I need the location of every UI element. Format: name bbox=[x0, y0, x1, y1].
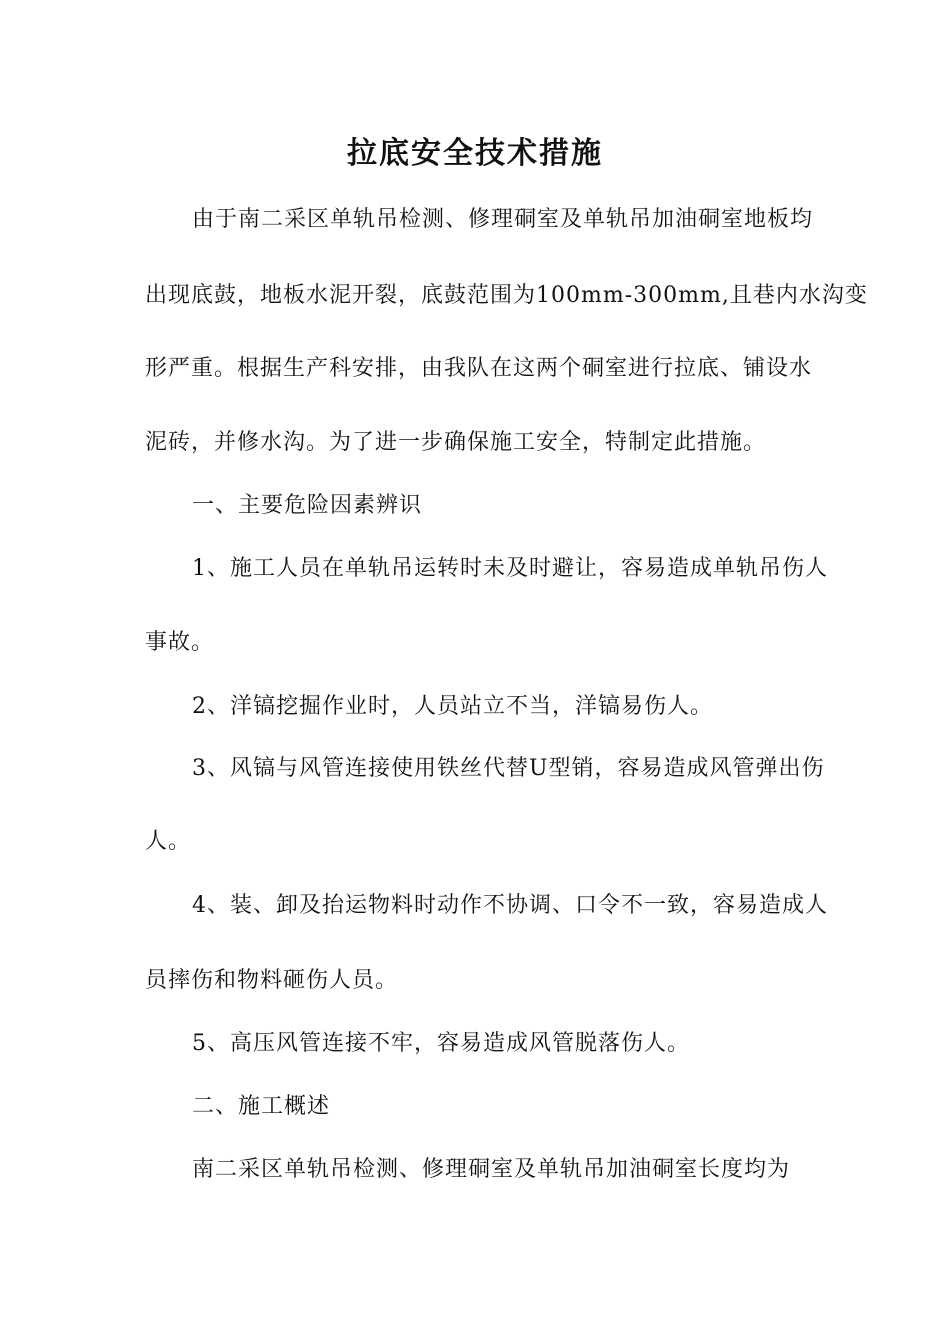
body-line: 员摔伤和物料砸伤人员。 bbox=[145, 968, 399, 993]
body-line: 5、高压风管连接不牢，容易造成风管脱落伤人。 bbox=[192, 1031, 690, 1056]
body-line: 泥砖，并修水沟。为了进一步确保施工安全，特制定此措施。 bbox=[145, 430, 767, 455]
body-line: 1、施工人员在单轨吊运转时未及时避让，容易造成单轨吊伤人 bbox=[192, 556, 828, 581]
section-heading: 二、施工概述 bbox=[192, 1094, 331, 1119]
body-line: 人。 bbox=[145, 829, 192, 854]
body-line: 4、装、卸及抬运物料时动作不协调、口令不一致，容易造成人 bbox=[192, 893, 828, 918]
body-line: 南二采区单轨吊检测、修理硐室及单轨吊加油硐室长度均为 bbox=[192, 1157, 791, 1182]
body-line: 2、洋镐挖掘作业时，人员站立不当，洋镐易伤人。 bbox=[192, 694, 713, 719]
body-line: 由于南二采区单轨吊检测、修理硐室及单轨吊加油硐室地板均 bbox=[192, 207, 814, 232]
body-line: 形严重。根据生产科安排，由我队在这两个硐室进行拉底、铺设水 bbox=[145, 356, 813, 381]
body-line: 3、风镐与风管连接使用铁丝代替U型销，容易造成风管弹出伤 bbox=[192, 756, 825, 781]
document-title: 拉底安全技术措施 bbox=[347, 136, 603, 171]
section-heading: 一、主要危险因素辨识 bbox=[192, 493, 423, 518]
body-line: 出现底鼓，地板水泥开裂，底鼓范围为100mm-300mm,且巷内水沟变 bbox=[145, 283, 868, 308]
body-line: 事故。 bbox=[145, 630, 215, 655]
